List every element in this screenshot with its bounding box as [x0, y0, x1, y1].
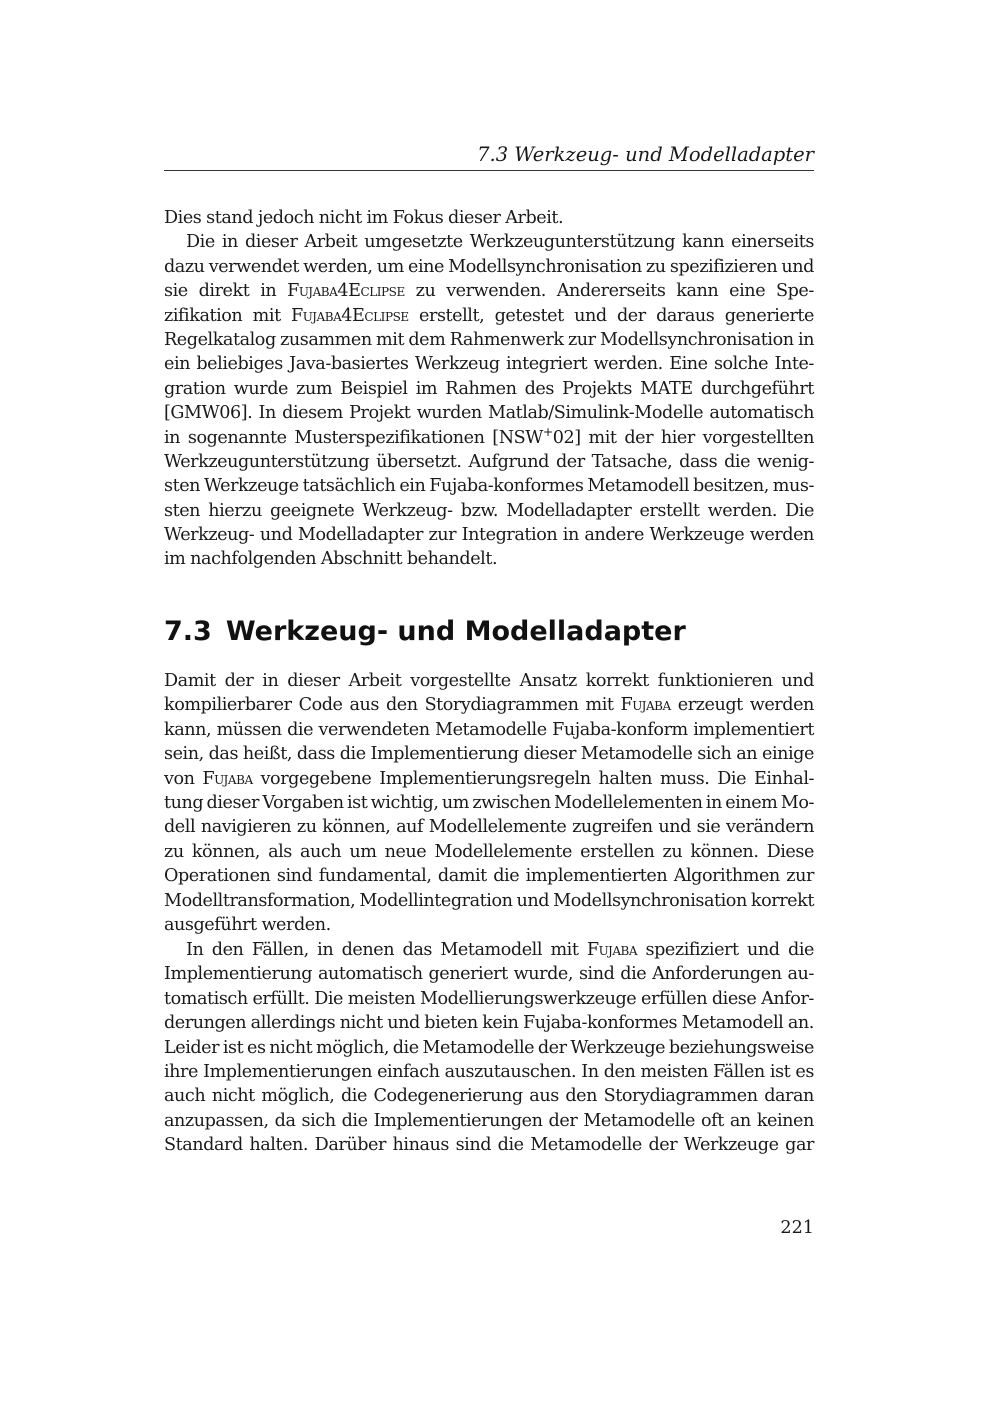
text-line: dazu verwendet werden, um eine Modellsynchronisation zu spezifizieren und [164, 256, 814, 277]
small-caps-name: Fujaba [586, 940, 638, 960]
superscript: + [542, 424, 553, 439]
text-line: derungen allerdings nicht und bieten kein Fujaba-konformes Metamodell an. [164, 1013, 814, 1034]
text-line: ein beliebiges Java-basiertes Werkzeug integriert werden. Eine solche Inte- [164, 354, 814, 375]
text-line: sten Werkzeuge tatsächlich ein Fujaba-konformes Metamodell besitzen, mus- [164, 476, 814, 497]
text-line: anzupassen, da sich die Implementierungen der Metamodelle oft an keinen [164, 1110, 814, 1131]
text-line: Leider ist es nicht möglich, die Metamodelle der Werkzeuge beziehungsweise [164, 1037, 814, 1058]
text-line: auch nicht möglich, die Codegenerierung aus den Storydiagrammen daran [164, 1086, 814, 1107]
small-caps-name: Fujaba [620, 695, 671, 716]
text-line: In den Fällen, in denen das Metamodell mit Fujaba spezifiziert und die [186, 940, 814, 960]
text-line: tung dieser Vorgaben ist wichtig, um zwischen Modellelementen in einem Mo- [164, 792, 814, 813]
running-head: 7.3 Werkzeug- und Modelladapter [477, 143, 814, 166]
text-line: zu können, als auch um neue Modellelemente erstellen zu können. Diese [164, 841, 814, 862]
text-line: gration wurde zum Beispiel im Rahmen des Projekts MATE durchgeführt [164, 378, 814, 399]
text-line: zifikation mit Fujaba4Eclipse erstellt, getestet und der daraus generierte [164, 305, 814, 326]
text-line: sein, das heißt, dass die Implementierung dieser Metamodelle sich an einige [164, 744, 814, 765]
text-line: Damit der in dieser Arbeit vorgestellte Ansatz korrekt funktionieren und [164, 671, 814, 691]
document-page [164, 0, 814, 1414]
text-line: Implementierung automatisch generiert wurde, sind die Anforderungen au- [164, 964, 814, 985]
text-line: Regelkatalog zusammen mit dem Rahmenwerk zur Modellsynchronisation in [164, 329, 814, 350]
text-line: von Fujaba vorgegebene Implementierungsregeln halten muss. Die Einhal- [164, 768, 814, 789]
text-line: Standard halten. Darüber hinaus sind die Metamodelle der Werkzeuge gar [164, 1135, 814, 1156]
text-line: tomatisch erfüllt. Die meisten Modellierungswerkzeuge erfüllen diese Anfor- [164, 988, 814, 1009]
text-line: kann, müssen die verwendeten Metamodelle Fujaba-konform implementiert [164, 719, 814, 740]
text-line: sie direkt in Fujaba4Eclipse zu verwenden. Andererseits kann eine Spe- [164, 281, 814, 302]
paragraph-block-intro [164, 206, 814, 572]
text-line: Operationen sind fundamental, damit die implementierten Algorithmen zur [164, 866, 814, 887]
text-line: Dies stand jedoch nicht im Fokus dieser Arbeit. [164, 208, 564, 228]
section-number: 7.3 [164, 616, 212, 647]
paragraph-block-1 [164, 669, 814, 937]
text-line: sten hierzu geeignete Werkzeug- bzw. Modelladapter erstellt werden. Die [164, 500, 814, 521]
page-number: 221 [780, 1218, 814, 1238]
section-heading [164, 612, 814, 652]
text-line: Die in dieser Arbeit umgesetzte Werkzeugunterstützung kann einerseits [186, 232, 814, 253]
section-title: Werkzeug- und Modelladapter [225, 616, 686, 647]
text-line: ausgeführt werden. [164, 914, 331, 935]
text-line: Modelltransformation, Modellintegration und Modellsynchronisation korrekt [164, 890, 814, 911]
text-line: kompilierbarer Code aus den Storydiagrammen mit Fujaba erzeugt werden [164, 695, 814, 716]
text-line: [GMW06]. In diesem Projekt wurden Matlab/Simulink-Modelle automatisch [164, 403, 814, 424]
text-line: Werkzeug- und Modelladapter zur Integration in andere Werkzeuge werden [164, 525, 814, 546]
small-caps-name: Fujaba4Eclipse [287, 281, 405, 302]
text-line: dell navigieren zu können, auf Modellelemente zugreifen und sie verändern [164, 817, 814, 838]
text-line: ihre Implementierungen einfach auszutauschen. In den meisten Fällen ist es [164, 1061, 814, 1082]
text-line: Werkzeugunterstützung übersetzt. Aufgrund der Tatsache, dass die wenig- [164, 451, 814, 472]
text-line: in sogenannte Musterspezifikationen [NSW+02] mit der hier vorgestellten [164, 424, 814, 448]
small-caps-name: Fujaba4Eclipse [291, 305, 409, 326]
header-rule [164, 170, 814, 171]
small-caps-name: Fujaba [202, 768, 253, 789]
paragraph-block-2 [164, 938, 814, 1158]
text-line: im nachfolgenden Abschnitt behandelt. [164, 549, 498, 570]
